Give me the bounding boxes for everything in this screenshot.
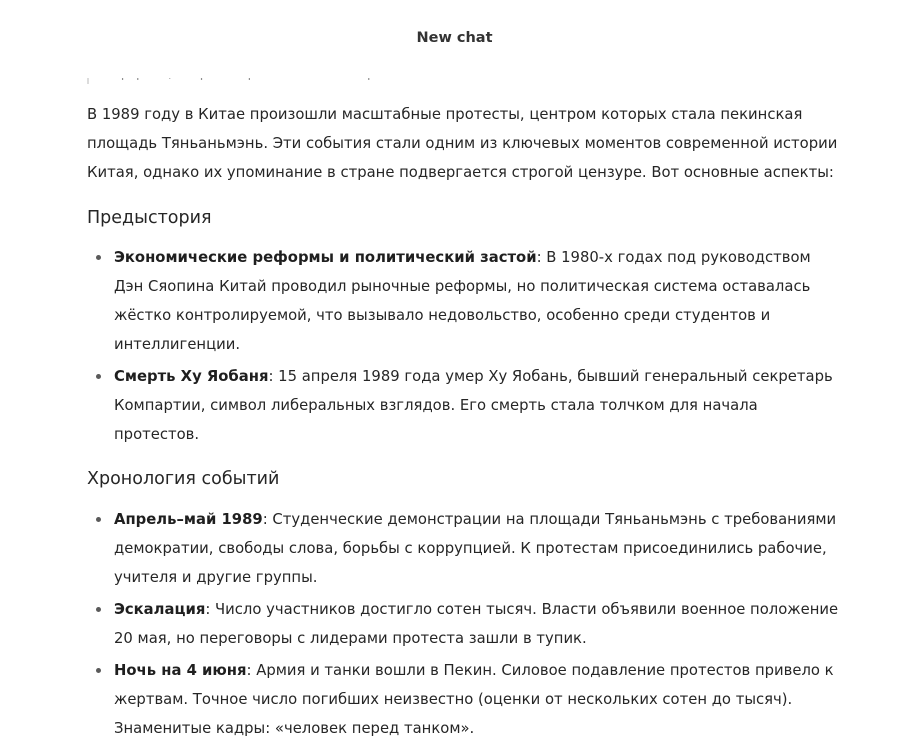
item-text: : 15 апреля 1989 года умер Ху Яобань, бывший генеральный секретарь Компартии, символ либеральных взглядов. Его смерть стала толчком для начала протестов.: [114, 368, 833, 443]
item-bold: Смерть Ху Яобаня: [114, 368, 269, 385]
assistant-message: [87, 100, 839, 746]
chat-title: New chat: [416, 30, 493, 46]
item-bold: Эскалация: [114, 601, 206, 618]
chat-header: [0, 0, 909, 78]
bullet-icon: [96, 374, 101, 379]
bullet-icon: [96, 668, 101, 673]
heading-background: Предыстория: [87, 208, 212, 228]
background-list: [87, 243, 839, 449]
list-item: [87, 505, 839, 592]
bullet-icon: [96, 517, 101, 522]
list-item: [87, 595, 839, 653]
item-text: : Студенческие демонстрации на площади Тяньаньмэнь с требованиями демократии, свободы слова, борьбы с коррупцией. К протестам присоединились рабочие, учителя и другие группы.: [114, 511, 837, 586]
list-item: [87, 656, 839, 743]
bullet-icon: [96, 607, 101, 612]
item-bold: Экономические реформы и политический застой: [114, 249, 537, 266]
list-item: [87, 243, 839, 359]
bullet-icon: [96, 255, 101, 260]
item-bold: Ночь на 4 июня: [114, 662, 247, 679]
item-text: : Армия и танки вошли в Пекин. Силовое подавление протестов привело к жертвам. Точное число погибших неизвестно (оценки от нескольких сотен до тысяч). Знаменитые кадры: «человек перед танком».: [114, 662, 834, 737]
timeline-list: [87, 505, 839, 743]
intro-paragraph: В 1989 году в Китае произошли масштабные протесты, центром которых стала пекинская площадь Тяньаньмэнь. Эти события стали одним из ключевых моментов современной истории Китая, однако их упоминание в стране подвергается строгой цензуре. Вот основные аспекты:: [87, 106, 838, 181]
item-text: : Число участников достигло сотен тысяч. Власти объявили военное положение 20 мая, но переговоры с лидерами протеста зашли в тупик.: [114, 601, 839, 647]
item-text: : В 1980-х годах под руководством Дэн Сяопина Китай проводил рыночные реформы, но политическая система оставалась жёстко контролируемой, что вызывало недовольство, особенно среди студентов и интеллигенции.: [114, 249, 811, 353]
list-item: [87, 362, 839, 449]
item-bold: Апрель–май 1989: [114, 511, 263, 528]
heading-timeline: Хронология событий: [87, 469, 280, 489]
